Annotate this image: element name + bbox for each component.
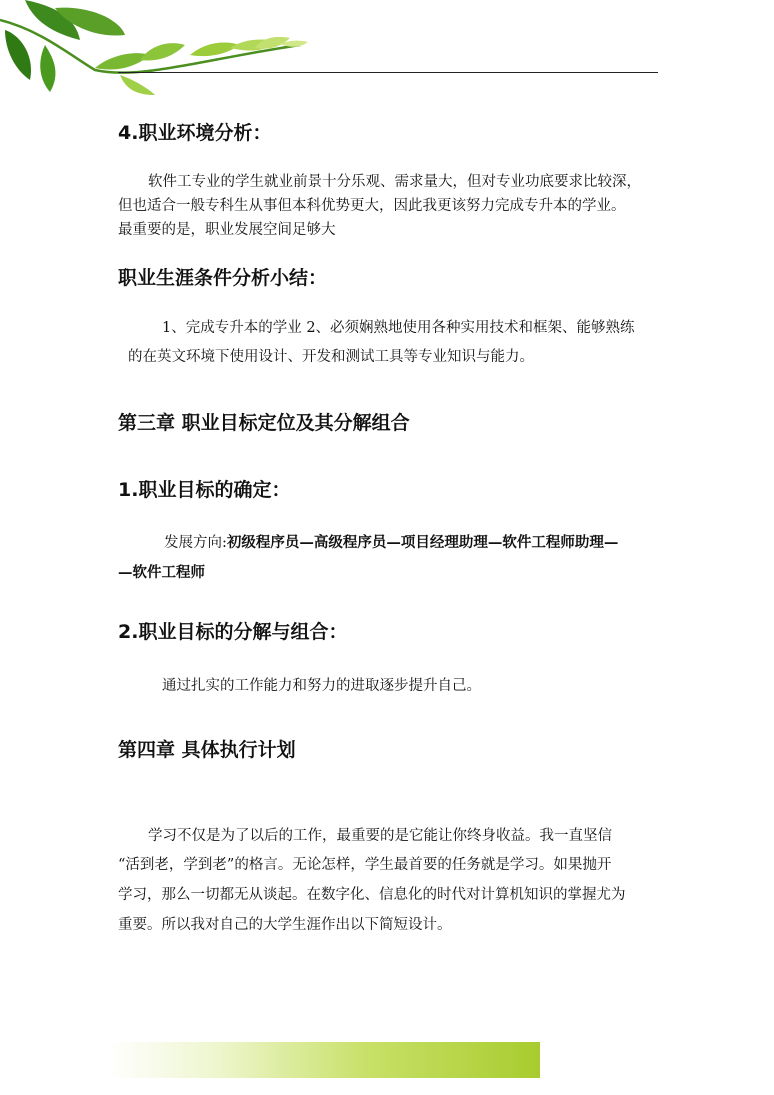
- summary-heading: 职业生涯条件分析小结：: [118, 267, 328, 289]
- plan-line-1: 学习不仅是为了以后的工作，最重要的是它能让你终身收益。我一直坚信: [148, 828, 612, 844]
- plan-line-2: “活到老，学到老”的格言。无论怎样，学生最首要的任务就是学习。如果抛开: [118, 857, 612, 873]
- goal-prefix: 发展方向:: [164, 535, 227, 551]
- goal-path-1: 初级程序员—高级程序员—项目经理助理—软件工程师助理—: [226, 534, 619, 551]
- header-rule: [118, 72, 658, 73]
- env-heading: 4.职业环境分析：: [118, 122, 272, 144]
- plan-line-3: 学习，那么一切都无从谈起。在数字化、信息化的时代对计算机知识的掌握尤为: [118, 887, 626, 903]
- goal-line-2: —软件工程师: [118, 564, 205, 581]
- plan-line-4: 重要。所以我对自己的大学生涯作出以下简短设计。: [118, 917, 452, 933]
- goal-heading: 1.职业目标的确定：: [118, 479, 291, 501]
- env-line-3: 最重要的是，职业发展空间足够大: [118, 222, 336, 238]
- chapter4-heading: 第四章 具体执行计划: [118, 739, 296, 761]
- summary-line-2: 的在英文环境下使用设计、开发和测试工具等专业知识与能力。: [128, 349, 534, 365]
- split-heading: 2.职业目标的分解与组合：: [118, 621, 348, 643]
- env-line-1: 软件工专业的学生就业前景十分乐观、需求量大，但对专业功底要求比较深，: [148, 174, 641, 190]
- split-line: 通过扎实的工作能力和努力的进取逐步提升自己。: [162, 678, 481, 694]
- summary-line-1: 1、完成专升本的学业 2、必须娴熟地使用各种实用技术和框架、能够熟练: [162, 320, 635, 336]
- chapter3-heading: 第三章 职业目标定位及其分解组合: [118, 412, 410, 434]
- leaf-vine-decoration-icon: [0, 0, 310, 95]
- footer-gradient-bar: [108, 1042, 540, 1078]
- goal-line-1: [164, 531, 618, 555]
- env-line-2: 但也适合一般专科生从事但本科优势更大，因此我更该努力完成专升本的学业。: [118, 198, 626, 214]
